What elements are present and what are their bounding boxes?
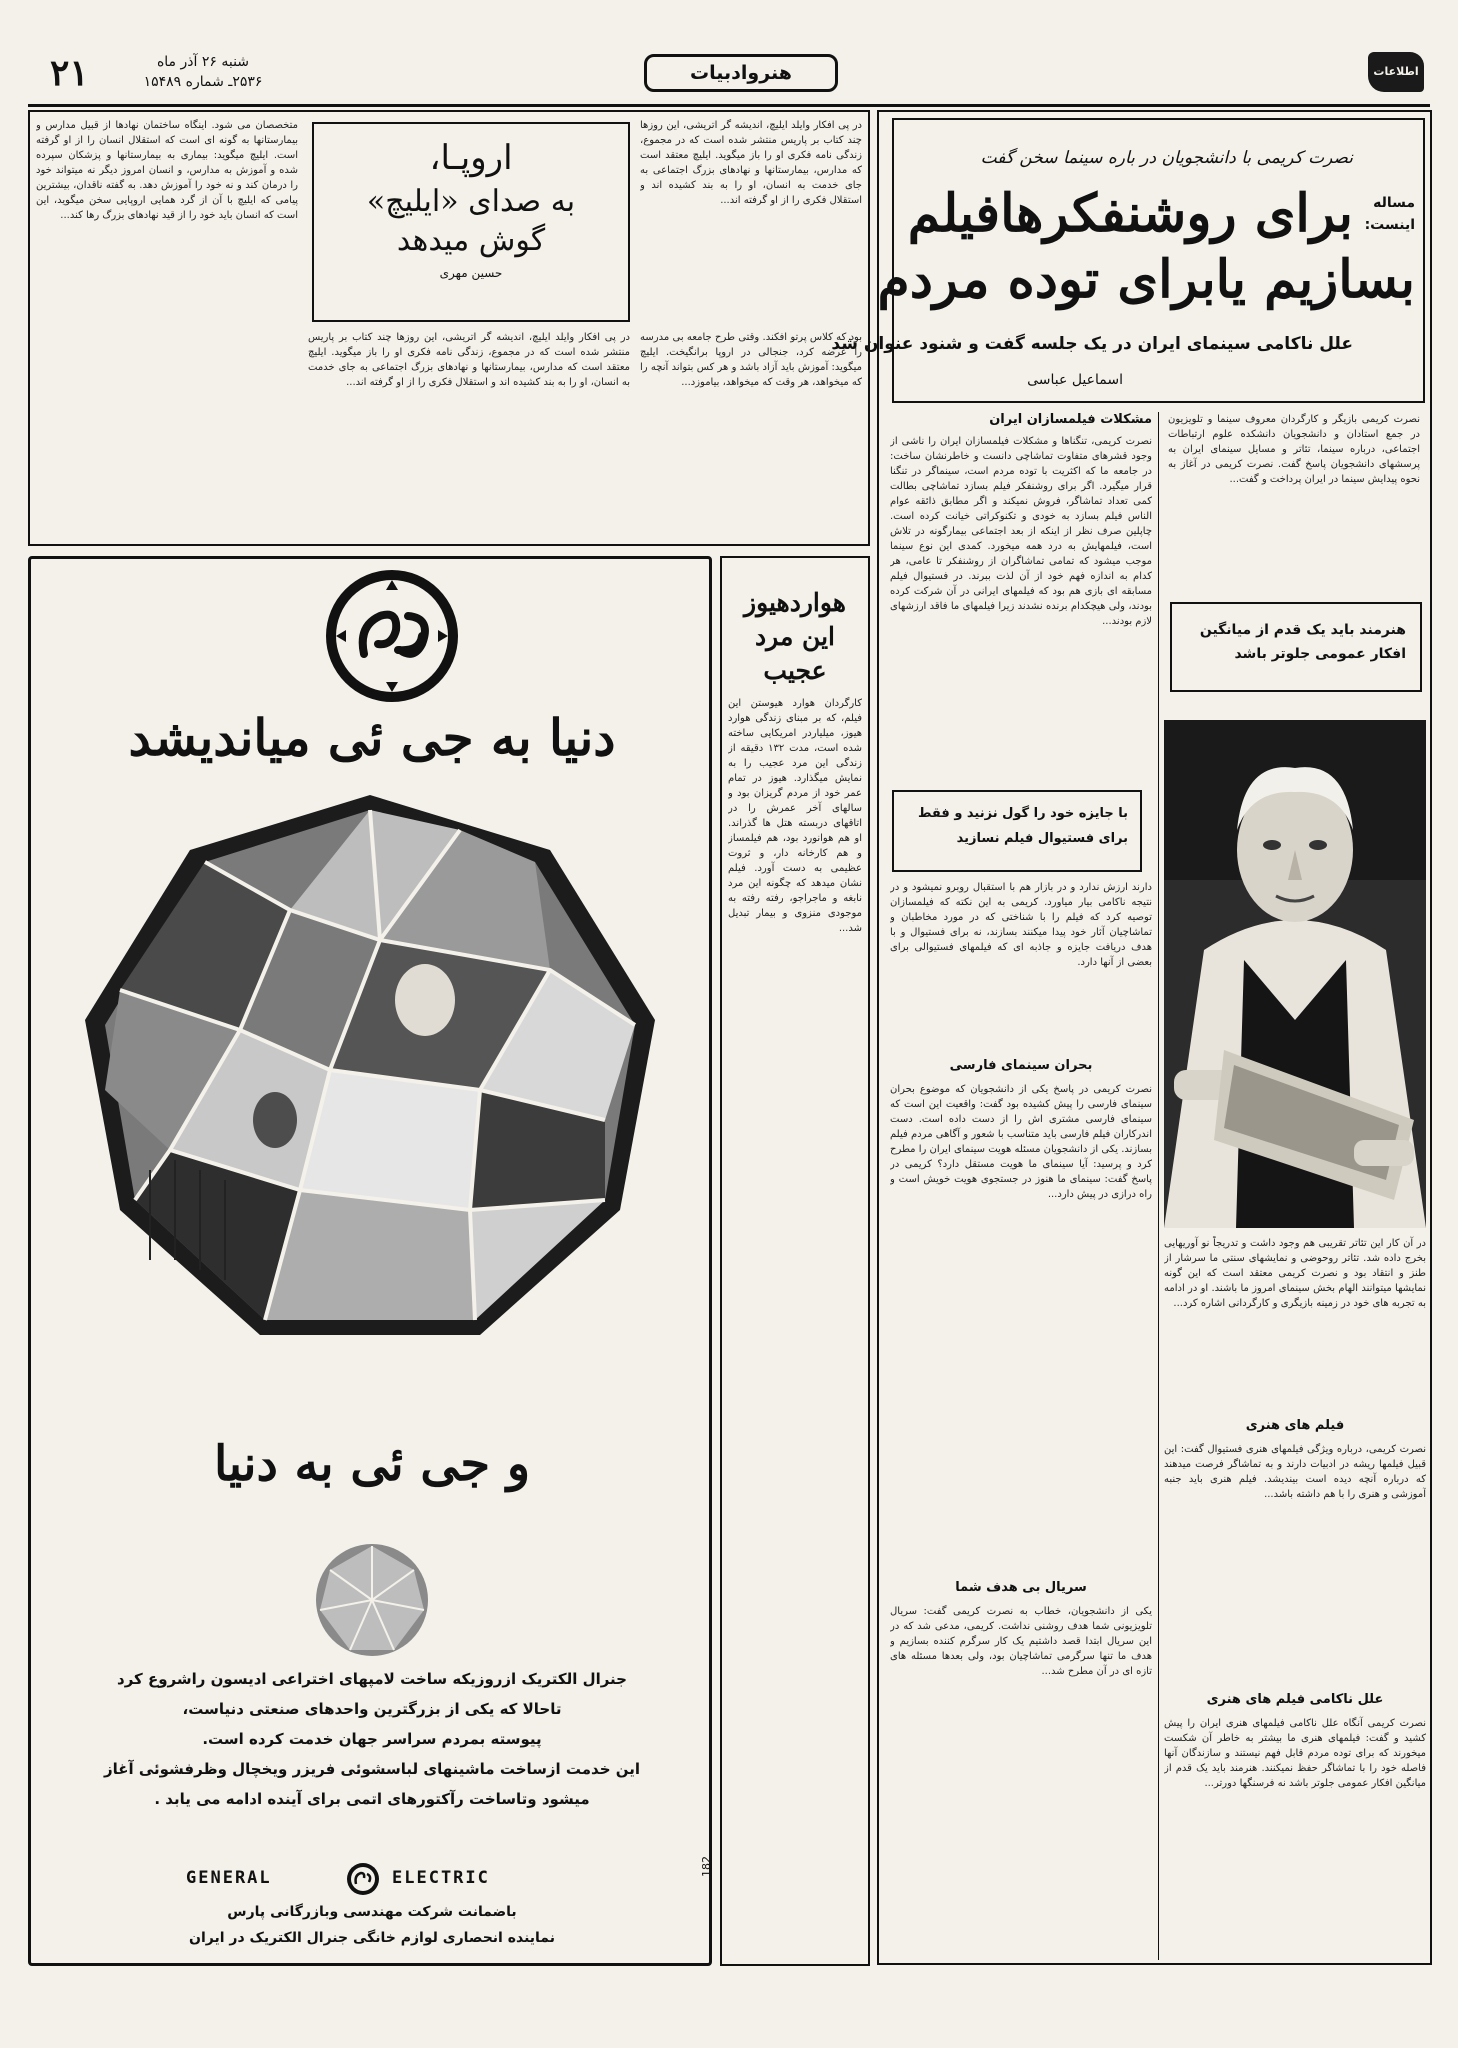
pullquote-1: هنرمند باید یک قدم از میانگین افکار عمومی جلوتر باشد: [1199, 622, 1406, 662]
article-intro: نصرت کریمی بازیگر و کارگردان معروف سینما و تلویزیون در جمع استادان و دانشجویان دانشکده علوم ارتباطات اجتماعی، درباره سینما، تئاتر و مسایل سینمای ایران به پرسشهای دانشجویان پاسخ گفت. نصرت کریمی در آغاز به نحوه پیدایش سینما در ایران پرداخت و گفت...: [1168, 414, 1420, 485]
section-5-body: نصرت کریمی، درباره ویژگی فیلمهای هنری فستیوال گفت: این قبیل فیلمها ریشه در ادبیات دارند و به تماشاگر فرصت میدهند که درباره آنچه دیده است بیندیشد. فیلم هنری باید جنبه آموزشی و هنری را با هم داشته باشد...: [1164, 1444, 1426, 1500]
ad-copy-line-5: میشود وتاساخت رآکتورهای اتمی برای آینده ادامه می یابد .: [154, 1790, 590, 1808]
ad-copy-line-1: جنرال الکتریک ازروزیکه ساخت لامپهای اختراعی ادیسون راشروع کرد: [117, 1670, 627, 1688]
hovard-title-1: هواردهیوز: [744, 588, 846, 617]
collage-sphere: [80, 790, 660, 1350]
headline-line-1: برای روشنفکرهافیلم: [907, 183, 1353, 244]
section-4-body: یکی از دانشجویان، خطاب به نصرت کریمی گفت: سریال تلویزیونی شما هدف روشنی نداشت. کریمی، مدعی شد که در این سریال ابتدا قصد داشتیم یک کار سرگرم کننده بسازیم و هدف ما تنها سرگرمی تماشاچیان بود، ولی بعدها مسئله های تازه ای در آن مطرح شد...: [890, 1606, 1152, 1677]
masthead-rule: [28, 104, 1430, 107]
byline: اسماعیل عباسی: [1027, 372, 1123, 388]
pullquote-2-line-2: برای فستیوال فیلم نسازید: [956, 831, 1128, 846]
page-number: ۲۱: [50, 52, 89, 94]
section-6-body: نصرت کریمی آنگاه علل ناکامی فیلمهای هنری ایران را پیش کشید و گفت: فیلمهای هنری ما بیشتر به خاطر آن شکست میخورند که برای توده مردم قابل فهم نیستند و سازندگان آنها فاصله خود را با تماشاگر حفظ نمیکنند. هنرمند باید یک قدم از میانگین افکار عمومی جلوتر باشد نه فرسنگها دورتر...: [1164, 1718, 1426, 1789]
masthead: [28, 48, 1430, 110]
logo-text: اطلاعات: [1373, 65, 1419, 78]
subheadline: علل ناکامی سینمای ایران در یک جلسه گفت و شنود عنوان شد: [831, 334, 1353, 354]
hovard-title-2: این مرد: [755, 622, 835, 651]
date-line: شنبه ۲۶ آذر ماه: [156, 54, 250, 70]
dealer-line-2: نماینده انحصاری لوازم خانگی جنرال الکتریک در ایران: [189, 1930, 555, 1946]
section-6-title: علل ناکامی فیلم های هنری: [1206, 1692, 1384, 1707]
ad-slogan-bottom: و جی ئی به دنیا: [213, 1436, 530, 1492]
hovard-body: کارگردان هوارد هیوستن این فیلم، که بر مبنای زندگی هوارد هیوز، میلیاردر امریکایی ساخته شده است، مدت ۱۳۲ دقیقه از زندگی این مرد عجیب را به نمایش میگذارد. هیوز در تمام عمر خود از مردم گریزان بود و سالهای آخر عمرش را در اتاقهای دربسته هتل ها گذراند. او هم هوانورد بود، هم فیلمساز و هم کارخانه دار، و ثروت عظیمی به دست آورد. فیلم نشان میدهد که چگونه این مرد نابغه و ماجراجو، رفته رفته به موجودی منزوی و بیمار تبدیل شد...: [728, 698, 862, 934]
ad-copy-line-3: پیوسته بمردم سراسر جهان خدمت کرده است.: [202, 1730, 542, 1748]
europe-title-line-2: به صدای «ایلیچ»: [366, 184, 576, 219]
brand-left: GENERAL: [186, 1868, 272, 1888]
hovard-title-3: عجیب: [763, 656, 827, 685]
europe-title-line-3: گوش میدهد: [396, 223, 546, 258]
ge-monogram-icon: [322, 566, 462, 706]
portrait-photo: [1164, 720, 1426, 1228]
section-title: هنروادبیات: [690, 62, 792, 84]
headline-line-2: بسازیم یابرای توده مردم: [877, 249, 1415, 310]
kicker: نصرت کریمی با دانشجویان در باره سینما سخن گفت: [980, 148, 1353, 168]
ge-brand-row: [186, 1860, 566, 1900]
europe-title-box: [312, 122, 630, 322]
europe-author: حسین مهری: [439, 266, 503, 280]
section-3-body: نصرت کریمی در پاسخ یکی از دانشجویان که موضوع بحران سینمای فارسی را پیش کشیده بود گفت: واقعیت این است که سینمای فارسی مشتری اش را از دست داده است. دست اندرکاران فیلم فارسی باید متناسب با شعور و آگاهی مردم فیلم بسازند. یکی از دانشجویان مسئله هویت سینمای ایران را مطرح کرد و پرسید: آیا سینمای ما هویت مستقل دارد؟ کریمی در پاسخ گفت: سینمای ما هنوز در جستجوی هویت خویش است و راه درازی در پیش دارد...: [890, 1084, 1152, 1200]
section-3-title: بحران سینمای فارسی: [949, 1058, 1093, 1073]
collage-illustration: [80, 790, 660, 1350]
ge-monogram-small-icon: [346, 1862, 380, 1896]
issue-line: ۲۵۳۶ـ شماره ۱۵۴۸۹: [143, 74, 263, 90]
column-divider: [1158, 412, 1159, 1960]
side-number: 182: [700, 1856, 713, 1877]
portrait-illustration: [1164, 720, 1426, 1228]
pullquote-2-line-1: با جایزه خود را گول نزنید و فقط: [918, 806, 1128, 821]
column-two-mid: در پی افکار وایلد ایلیچ، اندیشه گر اتریشی، این روزها چند کتاب بر پاریس منتشر شده است که در مجموع، زندگی نامه فکری او را باز میگوید. ایلیچ معتقد است که مدارس، بیمارستانها و نهادهای بزرگ اجتماعی به جای خدمت به انسان، او را به بند کشیده اند و استقلال فکری را از او گرفته اند...: [308, 332, 630, 388]
brand-right: ELECTRIC: [392, 1868, 490, 1888]
section-title-frame: [644, 54, 838, 92]
ad-copy-line-2: تاحالا که یکی از بزرگترین واحدهای صنعتی دنیاست،: [182, 1700, 562, 1718]
ad-copy-line-4: این خدمت ازساخت ماشینهای لباسشوئی فریزر ویخچال وظرفشوئی آغاز: [103, 1760, 641, 1778]
column-two-bottom: بود که کلاس پرتو افکند. وقتی طرح جامعه بی مدرسه را عرضه کرد، جنجالی در اروپا برانگیخت. ایلیچ میگوید: آموزش باید آزاد باشد و هر کس بتواند آنچه را که میخواهد، هر وقت که میخواهد، بیاموزد...: [640, 332, 862, 388]
ge-logo-small: [346, 1862, 380, 1896]
column-two-top: در پی افکار وایلد ایلیچ، اندیشه گر اتریشی، این روزها چند کتاب بر پاریس منتشر شده است که در مجموع، زندگی نامه فکری او را باز میگوید. ایلیچ معتقد است که مدارس، بیمارستانها و نهادهای بزرگ اجتماعی به جای خدمت به انسان، او را به بند کشیده اند و استقلال فکری را از او گرفته اند...: [640, 120, 862, 206]
pullquote-box-1: [1170, 602, 1422, 692]
section-5-title: فیلم های هنری: [1245, 1418, 1345, 1433]
headline-box: [831, 118, 1425, 403]
section-2-body: دارند ارزش ندارد و در بازار هم با استقبال روبرو نمیشود و در نتیجه ناکامی بیار میاورد. کریمی به این نکته که فیلمسازان توصیه کرد که فیلم را با شناختی که در مورد مخاطبان و تماشاچیان آثار خود پیدا میکنند بسازند، نه برای فستیوال و با هدف دریافت جایزه و جاذبه ای که فیلمهای فستیوالی برای بعضی از آنها دارد.: [890, 882, 1152, 968]
ad-slogan-top: دنیا به جی ئی میاندیشد: [128, 708, 616, 767]
newspaper-logo: [1368, 52, 1424, 92]
europe-title-line-1: اروپـا،: [429, 138, 513, 178]
globe-image: [304, 1540, 440, 1660]
section-1-body: نصرت کریمی، تنگناها و مشکلات فیلمسازان ایران را ناشی از وجود قشرهای متفاوت تماشاچی دانست و خاطرنشان ساخت: در جامعه ما که اکثریت با توده مردم است، سینماگر در تنگنا قرار میگیرد. اگر برای روشنفکر فیلم بسازد تماشاچی بطالت کمی تعداد تماشاگر، فروش نمیکند و اگر مطابق ذائقه عوام الناس فیلم بسازد به خودی و تکنوکراتی خیانت کرده است. چاپلین صرف نظر از اینکه از بعد اجتماعی بیمارگونه در تلاش است، فیلمهایش به درد همه میخورد. کمدی این نوع سینما موجب میشود که تمامی تماشاگران از روشنفکر تا عامی، هر کدام به اندازه فهم خود از آن لذت ببرند. در فستیوال فیلم مسابقه ای بازی هم بود که فیلمهای ایرانی در آن شرکت کرده بودند، ولی هیچکدام برنده نشدند زیرا فیلمهای ما فاقد ارزشهای لازم بودند...: [890, 436, 1152, 627]
ge-logo-top: [322, 566, 462, 706]
section-4-title: سریال بی هدف شما: [955, 1580, 1087, 1595]
pullquote-box-2: [892, 790, 1142, 872]
dealer-line-1: باضمانت شرکت مهندسی وبازرگانی پارس: [227, 1904, 517, 1920]
kicker-label: مساله اینست:: [1364, 195, 1415, 233]
globe-illustration: [304, 1540, 440, 1660]
section-1-title: مشکلات فیلمسازان ایران: [989, 412, 1152, 427]
column-three-left: متخصصان می شود. اینگاه ساختمان نهادها از قبیل مدارس و بیمارستانها به گونه ای است که استقلال انسان را از او گرفته است. ایلیچ میگوید: بیماری به بیمارستانها و پزشکان سپرده شده و آموزش به مدارس، و انسان امروز دیگر نه میتواند خود را درمان کند و نه خود را آموزش دهد. به گفته ناقدان، بیشترین پیامی که ایلیچ با آن از گرد همایی اروپایی سخن میگوید، این است که انسان باید خود را از قید نهادهای بزرگ رها کند...: [36, 120, 298, 221]
right-column-body: در آن کار این تئاتر تقریبی هم وجود داشت و تدریجاً نو آوریهایی بخرج داده شد. تئاتر روحوضی و نمایشهای سنتی ما سرشار از طنز و انتقاد بود و نصرت کریمی معتقد است که این گونه نمایشها میتوانند الهام بخش سینمای امروز ما باشند. او در ادامه به تجربه های خود در زمینه بازیگری و کارگردانی اشاره کرد...: [1164, 1238, 1426, 1309]
